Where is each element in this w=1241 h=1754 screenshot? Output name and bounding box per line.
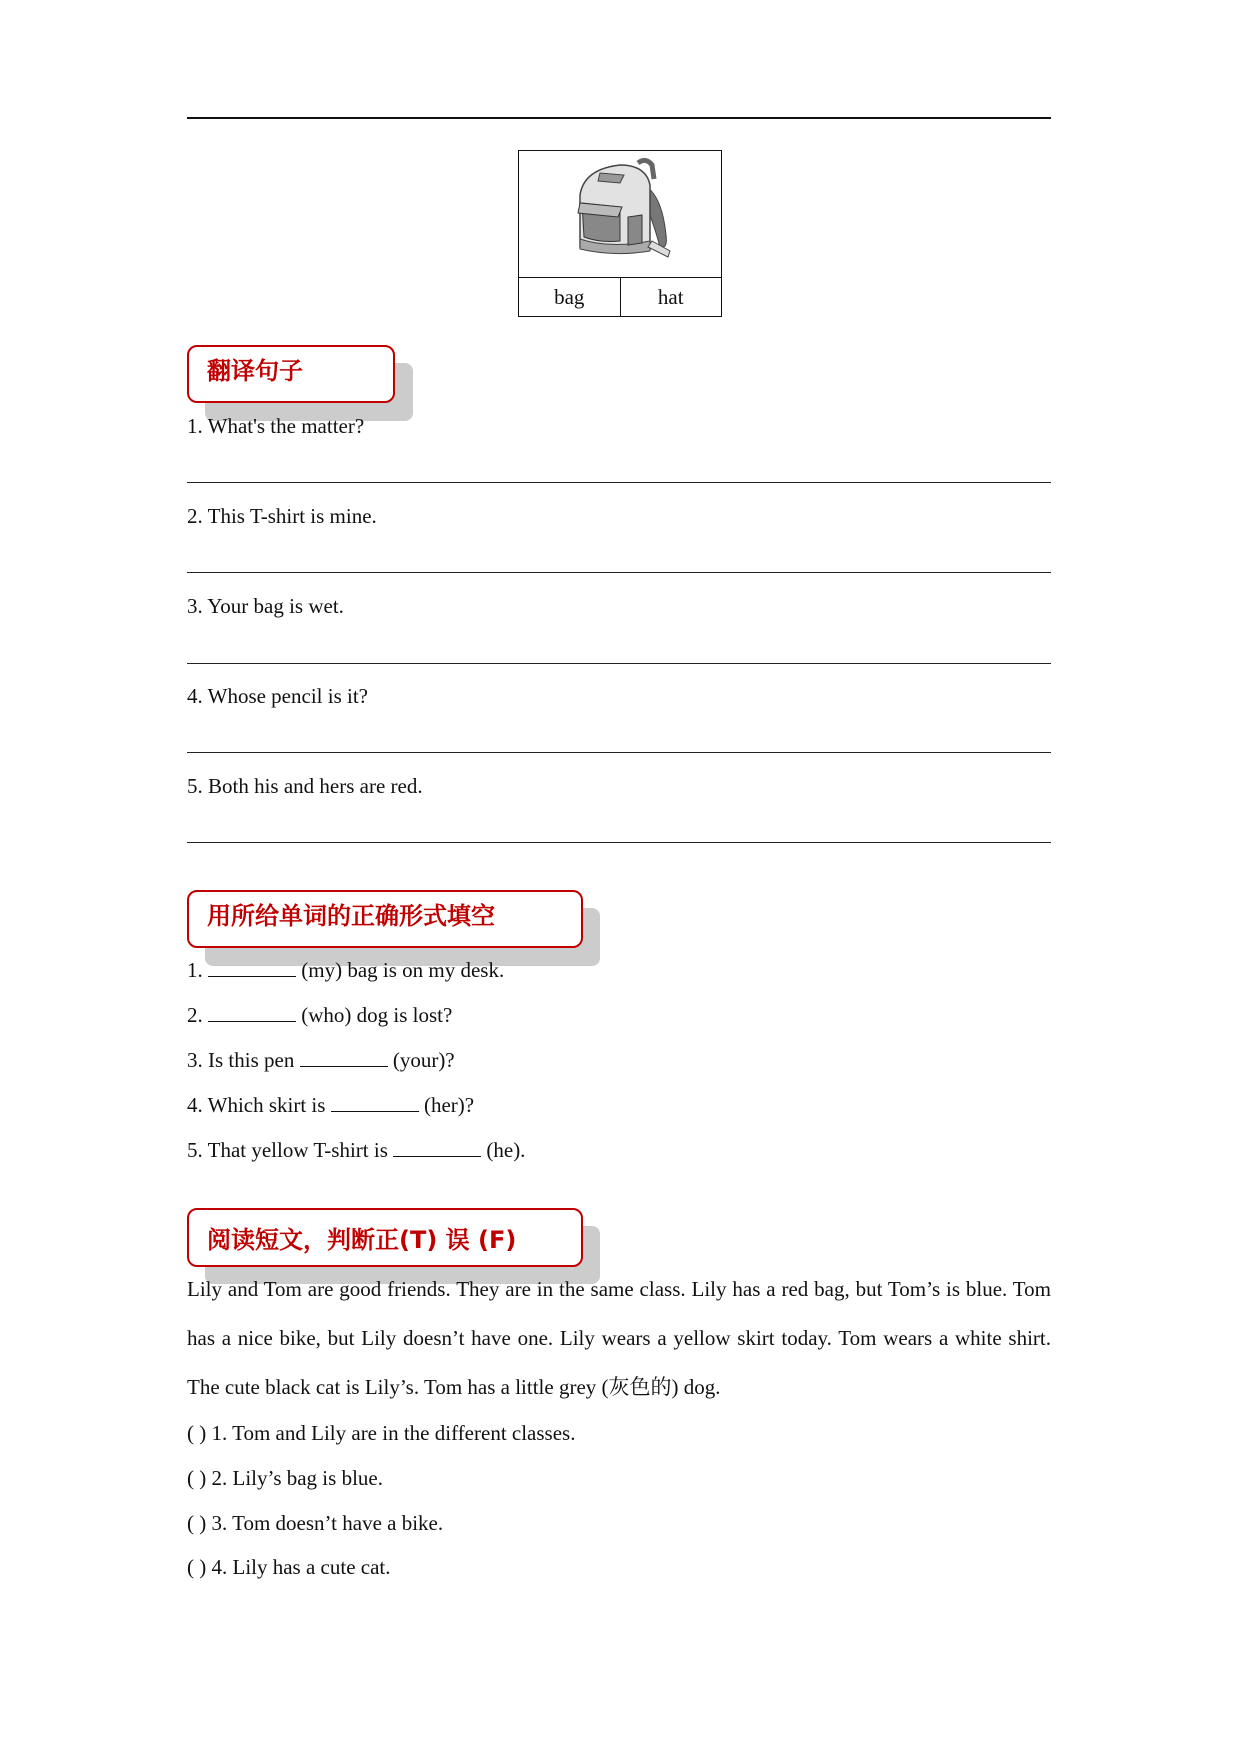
tf-question-2: ( ) 2. Lily’s bag is blue. <box>187 1466 383 1490</box>
answer-line-4[interactable] <box>187 752 1051 753</box>
tf-question-1: ( ) 1. Tom and Lily are in the different classes. <box>187 1421 576 1445</box>
fill-item-text: (her)? <box>418 1093 475 1117</box>
top-rule <box>187 117 1051 119</box>
fill-item-text: 5. That yellow T-shirt is <box>187 1138 394 1162</box>
fill-item-2 <box>187 1003 452 1027</box>
fill-item-text: (your)? <box>387 1048 455 1072</box>
section1-title: 翻译句子 <box>207 357 303 385</box>
fill-blank[interactable] <box>300 1048 388 1067</box>
fill-blank[interactable] <box>208 1003 296 1022</box>
backpack-icon <box>560 155 680 267</box>
fill-blank[interactable] <box>208 958 296 977</box>
fill-blank[interactable] <box>331 1093 419 1112</box>
translate-item-2: 2. This T-shirt is mine. <box>187 504 377 528</box>
section2-title: 用所给单词的正确形式填空 <box>207 902 495 930</box>
answer-line-5[interactable] <box>187 842 1051 843</box>
fill-item-text: (my) bag is on my desk. <box>296 958 505 982</box>
fill-item-text: 1. <box>187 958 208 982</box>
option-bag: bag <box>519 278 621 317</box>
option-hat: hat <box>620 278 722 317</box>
translate-item-4: 4. Whose pencil is it? <box>187 684 368 708</box>
answer-line-3[interactable] <box>187 663 1051 664</box>
tf-question-3: ( ) 3. Tom doesn’t have a bike. <box>187 1511 444 1535</box>
answer-line-1[interactable] <box>187 482 1051 483</box>
tf-question-4: ( ) 4. Lily has a cute cat. <box>187 1555 391 1579</box>
translate-item-3: 3. Your bag is wet. <box>187 594 344 618</box>
fill-item-text: (he). <box>481 1138 526 1162</box>
fill-item-4 <box>187 1093 474 1117</box>
fill-item-text: 3. Is this pen <box>187 1048 300 1072</box>
reading-passage: Lily and Tom are good friends. They are in the same class. Lily has a red bag, but Tom’s is blue. Tom has a nice bike, but Lily doesn’t have one. Lily wears a yellow skirt today. Tom wears a white shirt. The cute black cat is Lily’s. Tom has a little grey (灰色的) dog. <box>187 1277 1051 1399</box>
fill-item-5 <box>187 1138 525 1162</box>
section2-header <box>187 890 583 948</box>
section1-header <box>187 345 395 403</box>
fill-item-text: 4. Which skirt is <box>187 1093 331 1117</box>
section3-title: 阅读短文，判断正(T) 误 (F) <box>207 1226 517 1254</box>
picture-cell <box>519 151 722 278</box>
translate-item-1: 1. What's the matter? <box>187 414 365 438</box>
translate-item-5: 5. Both his and hers are red. <box>187 774 423 798</box>
fill-item-text: (who) dog is lost? <box>296 1003 453 1027</box>
fill-item-3 <box>187 1048 455 1072</box>
fill-blank[interactable] <box>393 1138 481 1157</box>
fill-item-1 <box>187 958 504 982</box>
picture-table <box>518 150 722 317</box>
answer-line-2[interactable] <box>187 572 1051 573</box>
section3-header <box>187 1208 583 1267</box>
fill-item-text: 2. <box>187 1003 208 1027</box>
